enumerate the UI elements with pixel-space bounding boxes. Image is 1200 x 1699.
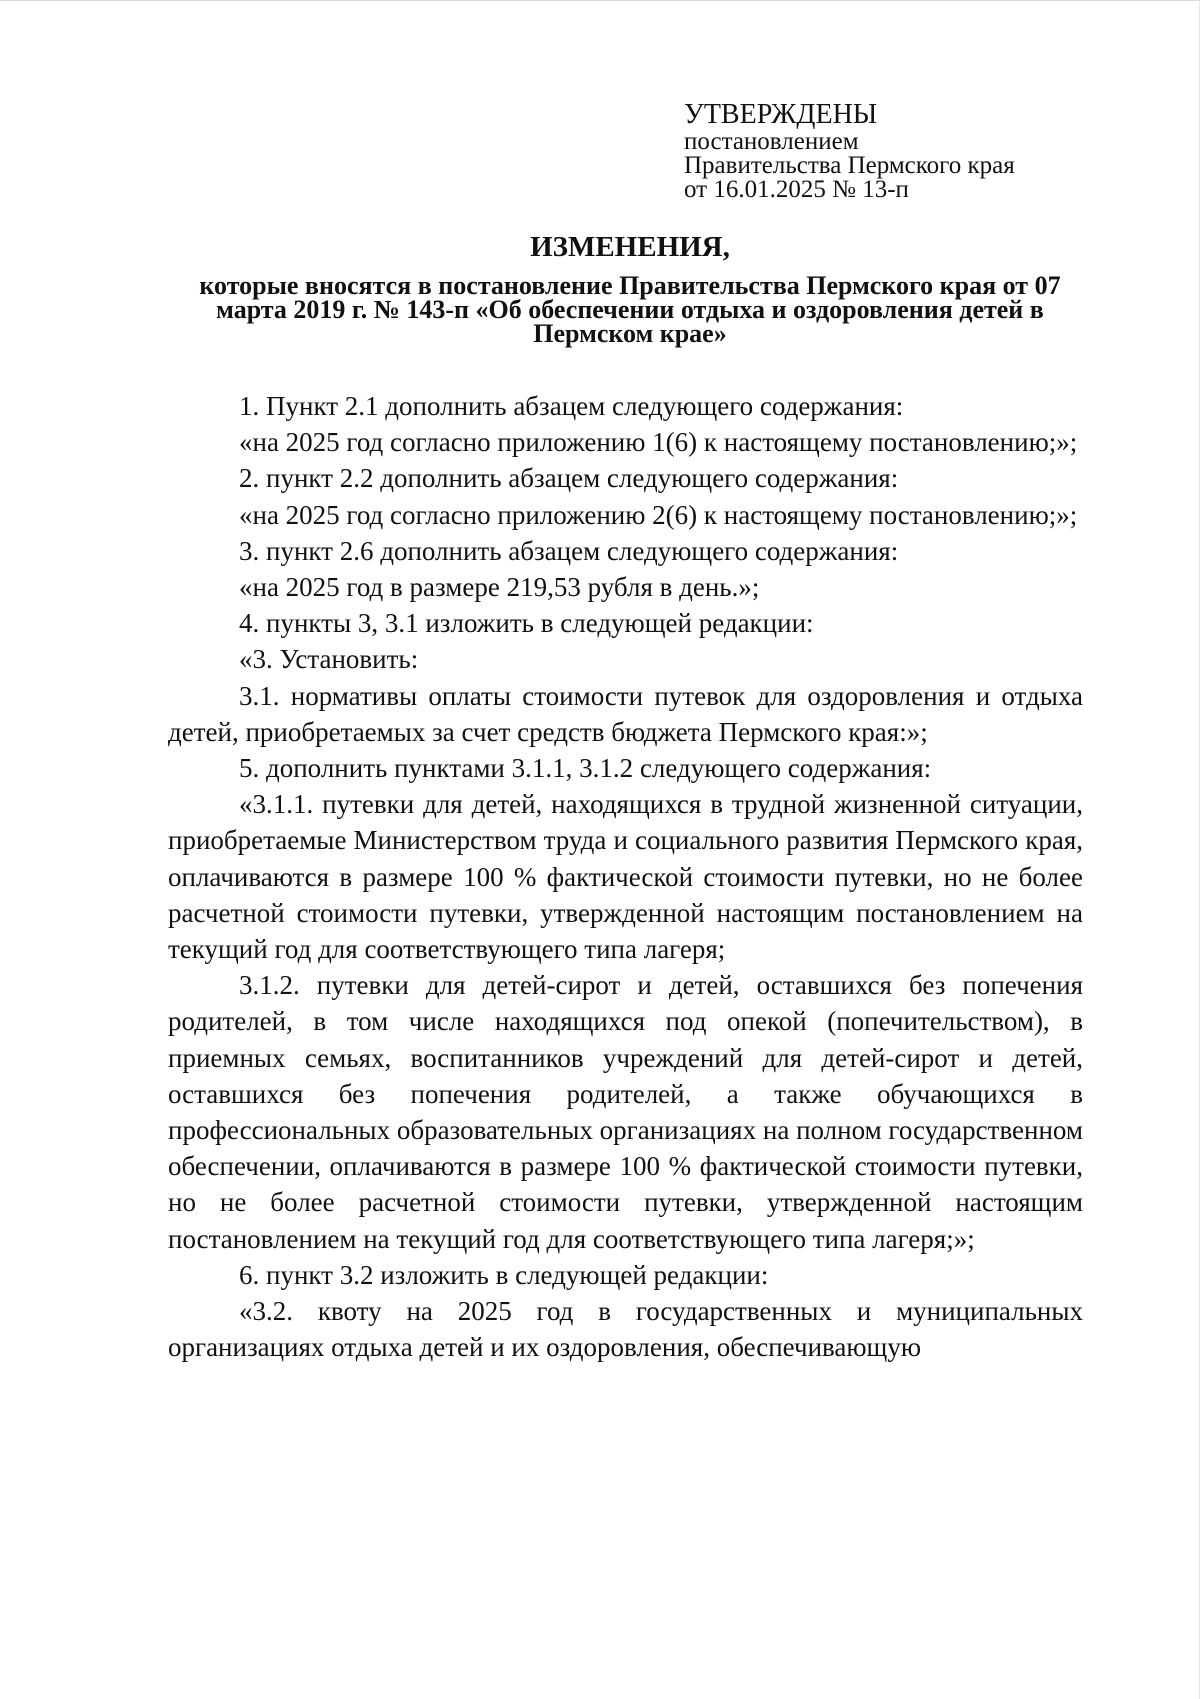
paragraph-10: 5. дополнить пунктами 3.1.1, 3.1.2 следующего содержания: (239, 753, 932, 784)
paragraph-7: 4. пункты 3, 3.1 изложить в следующей редакции: (239, 608, 814, 639)
paragraph-3: 2. пункт 2.2 дополнить абзацем следующего содержания: (239, 463, 899, 494)
paragraph-5: 3. пункт 2.6 дополнить абзацем следующего содержания: (239, 535, 899, 566)
approval-heading: УТВЕРЖДЕНЫ (684, 99, 878, 130)
approval-line-2: Правительства Пермского края (684, 152, 1015, 179)
paragraph-1: 1. Пункт 2.1 дополнить абзацем следующего содержания: (239, 391, 904, 421)
paragraph-2: «на 2025 год согласно приложению 1(6) к настоящему постановлению;»; (239, 427, 1078, 458)
document-body (168, 388, 1083, 1365)
paragraph-14: «3.2. квоту на 2025 год в государственных и муниципальных организациях отдыха детей и их оздоровления, обеспечивающую (168, 1296, 1083, 1363)
approval-line-1: постановлением (684, 128, 859, 155)
paragraph-6: «на 2025 год в размере 219,53 рубля в день.»; (239, 572, 760, 603)
paragraph-8: «3. Установить: (239, 644, 419, 675)
approval-block (684, 100, 1104, 202)
paragraph-4: «на 2025 год согласно приложению 2(6) к настоящему постановлению;»; (239, 499, 1078, 530)
paragraph-13: 6. пункт 3.2 изложить в следующей редакции: (239, 1259, 769, 1290)
document-subtitle: которые вносятся в постановление Правительства Пермского края от 07 марта 2019 г. № 143-п «Об обеспечении отдыха и оздоровления детей в Пермском крае» (199, 271, 1061, 348)
paragraph-12: 3.1.2. путевки для детей-сирот и детей, оставшихся без попечения родителей, в том числе находящихся под опекой (попечительством), в приемных семьях, воспитанников учреждений для детей-сирот и детей, оставшихся без попечения родителей, а также обучающихся в профессиональных образовательных организациях на полном государственном обеспечении, оплачиваются в размере 100 % фактической стоимости путевки, но не более расчетной стоимости путевки, утвержденной настоящим постановлением на текущий год для соответствующего типа лагеря;»; (168, 970, 1083, 1254)
paragraph-11: «3.1.1. путевки для детей, находящихся в трудной жизненной ситуации, приобретаемые Министерством труда и социального развития Пермского края, оплачиваются в размере 100 % фактической стоимости путевки, но не более расчетной стоимости путевки, утвержденной настоящим постановлением на текущий год для соответствующего типа лагеря; (168, 789, 1083, 965)
approval-line-3: от 16.01.2025 № 13-п (684, 176, 909, 203)
paragraph-9: 3.1. нормативы оплаты стоимости путевок для оздоровления и отдыха детей, приобретаемых за счет средств бюджета Пермского края:»; (168, 680, 1083, 747)
document-title: ИЗМЕНЕНИЯ, (530, 231, 730, 263)
scan-edge-top (0, 0, 1200, 1)
